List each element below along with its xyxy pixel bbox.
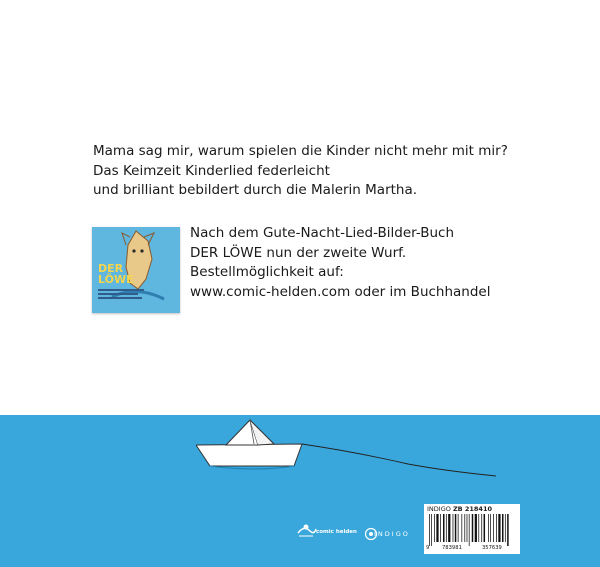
intro-line-3: und brilliant bebildert durch die Malerin Martha. [93,182,418,198]
barcode-bar [464,514,465,542]
order-text [190,224,491,302]
order-line-2: DER LÖWE nun der zweite Wurf. [190,244,407,261]
barcode-bar [488,514,489,542]
order-line-3: Bestellmöglichkeit auf: [190,264,344,280]
intro-text [93,142,508,201]
barcode-bar [461,514,462,542]
barcode-bar [481,514,482,542]
barcode-bar [434,514,435,542]
barcode-bar [496,514,497,542]
barcode-bar [498,514,500,542]
barcode-bar [493,514,494,542]
barcode-bar [502,514,504,542]
barcode-bar [453,514,454,542]
barcode-bar [446,514,447,542]
barcode-bar [443,514,445,542]
barcode-bar [440,514,441,542]
indigo-logo: INDIGO [364,526,378,545]
paper-boat-illustration [196,414,600,480]
barcode-digits-right: 357639 [482,545,502,551]
barcode-label [424,504,520,554]
book-cover-title: DER LÖWE [98,262,134,286]
book-cover-der-loewe [92,227,180,313]
intro-line-1: Mama sag mir, warum spielen die Kinder nicht mehr mit mir? [93,143,508,159]
barcode-bars [427,514,517,546]
barcode-bar [484,514,486,542]
barcode-bar [505,514,506,542]
barcode-bar [507,514,509,546]
barcode-bar [458,514,459,542]
barcode-code: ZB 218410 [452,505,493,513]
barcode-publisher: INDIGO [427,505,451,513]
barcode-bar [475,514,477,542]
barcode-bar [467,514,468,542]
barcode-bar [490,514,491,542]
barcode-digit-lead: 9 [426,545,430,551]
order-line-4: www.comic-helden.com oder im Buchhandel [190,283,491,300]
barcode-bar [478,514,479,542]
barcode-bar [455,514,457,542]
barcode-bar [469,514,470,546]
comic-helden-logo: comic helden [296,521,318,543]
barcode-bar [431,514,432,546]
barcode-bar [436,514,438,542]
order-line-1: Nach dem Gute-Nacht-Lied-Bilder-Buch [190,225,455,241]
intro-line-2: Das Keimzeit Kinderlied federleicht [93,162,330,179]
barcode-header [427,505,492,513]
barcode-bar [448,514,450,542]
barcode-digits-left: 783981 [442,545,462,551]
barcode-bar [472,514,474,542]
barcode-bar [429,514,430,546]
comic-helden-icon [296,521,318,539]
